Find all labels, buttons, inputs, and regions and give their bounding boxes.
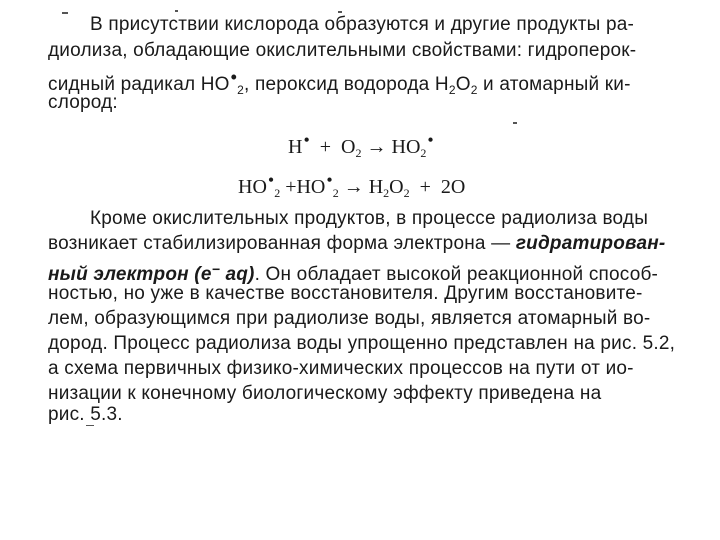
term-italic: гидратирован- [515,233,666,254]
text-line: рис. 5.3. [48,404,123,425]
text-line: В присутствии кислорода образуются и другие продукты ра- [90,14,635,35]
paragraph-1-line-1 [90,14,682,36]
paragraph-1-line-2 [48,40,636,62]
paragraph-2-line-2 [48,233,665,255]
equation-2 [238,168,465,205]
superscript: − [211,261,220,277]
subscript: 2 [237,83,245,97]
scan-speck [513,122,517,124]
subscript: 2 [448,83,456,97]
radical-dot: • [326,170,333,190]
scan-speck [62,12,68,14]
text-run: , пероксид водорода Н [244,74,449,95]
scan-speck [338,11,342,13]
text-line: дород. Процесс радиолиза воды упрощенно представлен на рис. 5.2, [48,333,676,354]
subscript: 2 [274,186,281,200]
radical-dot: • [230,67,238,87]
eq-term: Н [288,136,303,158]
text-line: слород: [48,92,118,113]
paragraph-2-line-9 [48,404,123,426]
subscript: 2 [403,186,410,200]
paragraph-1-line-4 [48,92,118,114]
subscript: 2 [420,146,427,160]
eq-arrow: → [366,136,387,158]
subscript: 2 [383,186,390,200]
eq-term: О [341,136,356,158]
paragraph-2-line-3 [48,258,658,286]
text-run: и атомарный ки- [477,74,631,95]
equation-1 [288,128,434,165]
paragraph-2-line-1 [90,208,682,230]
eq-term: 2О [440,176,466,198]
text-line: Кроме окислительных продуктов, в процессе радиолиза воды [90,208,649,229]
text-run: возникает стабилизированная форма электрона — [48,233,511,254]
text-run: О [455,74,471,95]
text-line: ностью, но уже в качестве восстановителя. Другим восстановите- [48,283,643,304]
eq-plus: + [419,176,431,198]
scan-speck [175,10,178,12]
paragraph-2-line-4 [48,283,643,305]
eq-arrow: → [343,176,364,198]
eq-term: Н [368,176,384,198]
paragraph-2-line-7 [48,358,634,380]
text-run: сидный радикал НО [48,74,230,95]
text-run: . Он обладает высокой реакционной способ- [254,264,659,285]
eq-term: О [389,176,404,198]
radical-dot: • [303,130,310,150]
eq-term: НО [391,136,421,158]
radical-dot: • [267,170,275,190]
eq-term: НО [238,176,267,198]
text-line: диолиза, обладающие окислительными свойствами: гидроперок- [48,40,637,61]
term-italic: ный электрон (е [48,264,212,285]
paragraph-2-line-5 [48,308,650,330]
text-line: а схема первичных физико-химических процессов на пути от ио- [48,358,634,379]
paragraph-2-line-6 [48,333,675,355]
text-line: лем, образующимся при радиолизе воды, является атомарный во- [48,308,651,329]
subscript: 2 [332,186,339,200]
radical-dot: • [427,130,434,150]
paragraph-2-line-8 [48,383,601,405]
eq-plus: + [319,136,332,158]
paragraph-1-line-3 [48,66,631,101]
term-italic: aq) [219,264,255,285]
subscript: 2 [355,146,362,160]
eq-term: +НО [285,176,326,198]
subscript: 2 [470,83,478,97]
text-line: низации к конечному биологическому эффекту приведена на [48,383,602,404]
